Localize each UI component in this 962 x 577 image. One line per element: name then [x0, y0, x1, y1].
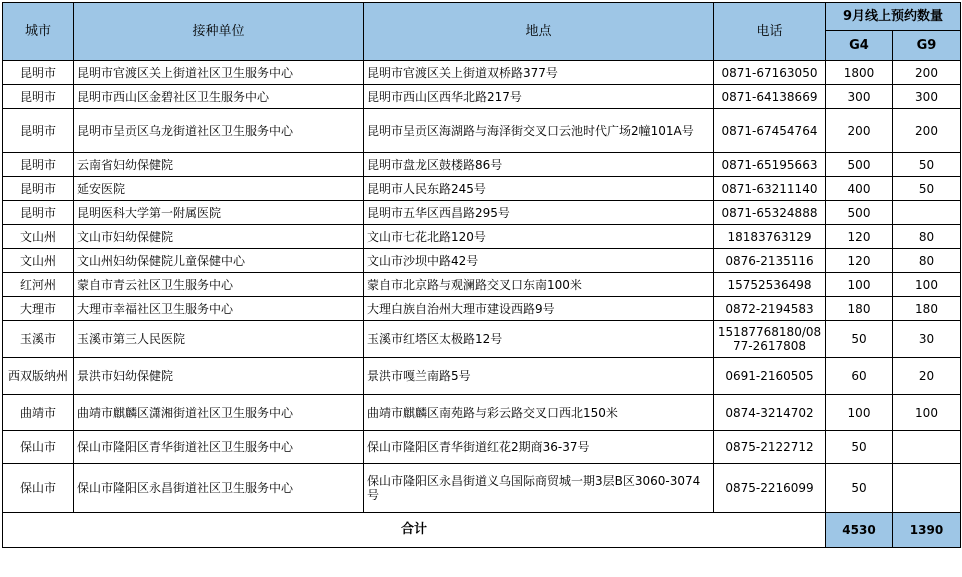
table-row — [3, 249, 961, 273]
table-body — [3, 61, 961, 513]
phone-cell: 0874-3214702 — [714, 395, 826, 431]
g9-cell — [893, 201, 961, 225]
address-cell: 昆明市五华区西昌路295号 — [364, 201, 714, 225]
header-address: 地点 — [364, 3, 714, 61]
g4-cell: 500 — [826, 153, 893, 177]
table-row — [3, 431, 961, 464]
total-g9: 1390 — [893, 513, 961, 548]
table-row — [3, 321, 961, 358]
address-cell: 昆明市呈贡区海湖路与海泽街交叉口云池时代广场2幢101A号 — [364, 109, 714, 153]
phone-cell: 0871-64138669 — [714, 85, 826, 109]
phone-cell: 0691-2160505 — [714, 358, 826, 395]
city-cell: 昆明市 — [3, 153, 74, 177]
unit-cell: 景洪市妇幼保健院 — [74, 358, 364, 395]
g4-cell: 300 — [826, 85, 893, 109]
address-cell: 玉溪市红塔区太极路12号 — [364, 321, 714, 358]
address-cell: 文山市七花北路120号 — [364, 225, 714, 249]
phone-cell: 15752536498 — [714, 273, 826, 297]
g4-cell: 180 — [826, 297, 893, 321]
header-city: 城市 — [3, 3, 74, 61]
header-g4: G4 — [826, 31, 893, 61]
unit-cell: 蒙自市青云社区卫生服务中心 — [74, 273, 364, 297]
phone-cell: 15187768180/0877-2617808 — [714, 321, 826, 358]
header-unit: 接种单位 — [74, 3, 364, 61]
table-row — [3, 201, 961, 225]
g4-cell: 400 — [826, 177, 893, 201]
unit-cell: 文山市妇幼保健院 — [74, 225, 364, 249]
city-cell: 昆明市 — [3, 61, 74, 85]
table-row — [3, 85, 961, 109]
unit-cell: 曲靖市麒麟区潇湘街道社区卫生服务中心 — [74, 395, 364, 431]
unit-cell: 昆明市官渡区关上街道社区卫生服务中心 — [74, 61, 364, 85]
g9-cell: 200 — [893, 109, 961, 153]
address-cell: 蒙自市北京路与观澜路交叉口东南100米 — [364, 273, 714, 297]
unit-cell: 文山州妇幼保健院儿童保健中心 — [74, 249, 364, 273]
g9-cell: 80 — [893, 249, 961, 273]
unit-cell: 玉溪市第三人民医院 — [74, 321, 364, 358]
city-cell: 文山州 — [3, 225, 74, 249]
g9-cell: 50 — [893, 153, 961, 177]
phone-cell: 0875-2216099 — [714, 464, 826, 513]
address-cell: 文山市沙坝中路42号 — [364, 249, 714, 273]
g9-cell: 100 — [893, 273, 961, 297]
city-cell: 曲靖市 — [3, 395, 74, 431]
phone-cell: 0871-67454764 — [714, 109, 826, 153]
unit-cell: 昆明市西山区金碧社区卫生服务中心 — [74, 85, 364, 109]
g4-cell: 50 — [826, 431, 893, 464]
table-row — [3, 358, 961, 395]
city-cell: 昆明市 — [3, 177, 74, 201]
unit-cell: 云南省妇幼保健院 — [74, 153, 364, 177]
vaccination-sites-table — [2, 2, 961, 548]
g9-cell: 20 — [893, 358, 961, 395]
phone-cell: 0876-2135116 — [714, 249, 826, 273]
table-row — [3, 177, 961, 201]
g9-cell: 180 — [893, 297, 961, 321]
city-cell: 文山州 — [3, 249, 74, 273]
g4-cell: 500 — [826, 201, 893, 225]
phone-cell: 0872-2194583 — [714, 297, 826, 321]
g9-cell — [893, 431, 961, 464]
unit-cell: 大理市幸福社区卫生服务中心 — [74, 297, 364, 321]
g4-cell: 100 — [826, 395, 893, 431]
address-cell: 昆明市西山区西华北路217号 — [364, 85, 714, 109]
header-phone: 电话 — [714, 3, 826, 61]
city-cell: 玉溪市 — [3, 321, 74, 358]
address-cell: 保山市隆阳区永昌街道义乌国际商贸城一期3层B区3060-3074号 — [364, 464, 714, 513]
g9-cell: 30 — [893, 321, 961, 358]
address-cell: 保山市隆阳区青华街道红花2期商36-37号 — [364, 431, 714, 464]
phone-cell: 0871-65195663 — [714, 153, 826, 177]
unit-cell: 昆明医科大学第一附属医院 — [74, 201, 364, 225]
g4-cell: 100 — [826, 273, 893, 297]
total-g4: 4530 — [826, 513, 893, 548]
table-row — [3, 273, 961, 297]
city-cell: 昆明市 — [3, 109, 74, 153]
table-row — [3, 61, 961, 85]
g9-cell: 100 — [893, 395, 961, 431]
address-cell: 大理白族自治州大理市建设西路9号 — [364, 297, 714, 321]
total-label: 合计 — [3, 513, 826, 548]
address-cell: 昆明市盘龙区鼓楼路86号 — [364, 153, 714, 177]
table-row — [3, 153, 961, 177]
unit-cell: 保山市隆阳区青华街道社区卫生服务中心 — [74, 431, 364, 464]
g4-cell: 120 — [826, 249, 893, 273]
city-cell: 西双版纳州 — [3, 358, 74, 395]
table-row — [3, 395, 961, 431]
g4-cell: 60 — [826, 358, 893, 395]
phone-cell: 0871-67163050 — [714, 61, 826, 85]
g9-cell — [893, 464, 961, 513]
phone-cell: 0875-2122712 — [714, 431, 826, 464]
city-cell: 保山市 — [3, 464, 74, 513]
city-cell: 昆明市 — [3, 201, 74, 225]
city-cell: 红河州 — [3, 273, 74, 297]
phone-cell: 0871-63211140 — [714, 177, 826, 201]
g9-cell: 200 — [893, 61, 961, 85]
table-row — [3, 109, 961, 153]
table-row — [3, 297, 961, 321]
unit-cell: 昆明市呈贡区乌龙街道社区卫生服务中心 — [74, 109, 364, 153]
phone-cell: 18183763129 — [714, 225, 826, 249]
address-cell: 曲靖市麒麟区南苑路与彩云路交叉口西北150米 — [364, 395, 714, 431]
address-cell: 昆明市官渡区关上街道双桥路377号 — [364, 61, 714, 85]
city-cell: 保山市 — [3, 431, 74, 464]
g4-cell: 50 — [826, 464, 893, 513]
table-row — [3, 225, 961, 249]
phone-cell: 0871-65324888 — [714, 201, 826, 225]
table-row — [3, 464, 961, 513]
address-cell: 昆明市人民东路245号 — [364, 177, 714, 201]
g4-cell: 120 — [826, 225, 893, 249]
unit-cell: 保山市隆阳区永昌街道社区卫生服务中心 — [74, 464, 364, 513]
g4-cell: 50 — [826, 321, 893, 358]
header-g9: G9 — [893, 31, 961, 61]
g4-cell: 1800 — [826, 61, 893, 85]
g9-cell: 300 — [893, 85, 961, 109]
city-cell: 昆明市 — [3, 85, 74, 109]
city-cell: 大理市 — [3, 297, 74, 321]
unit-cell: 延安医院 — [74, 177, 364, 201]
g4-cell: 200 — [826, 109, 893, 153]
g9-cell: 80 — [893, 225, 961, 249]
address-cell: 景洪市嘎兰南路5号 — [364, 358, 714, 395]
header-quota: 9月线上预约数量 — [826, 3, 961, 31]
g9-cell: 50 — [893, 177, 961, 201]
